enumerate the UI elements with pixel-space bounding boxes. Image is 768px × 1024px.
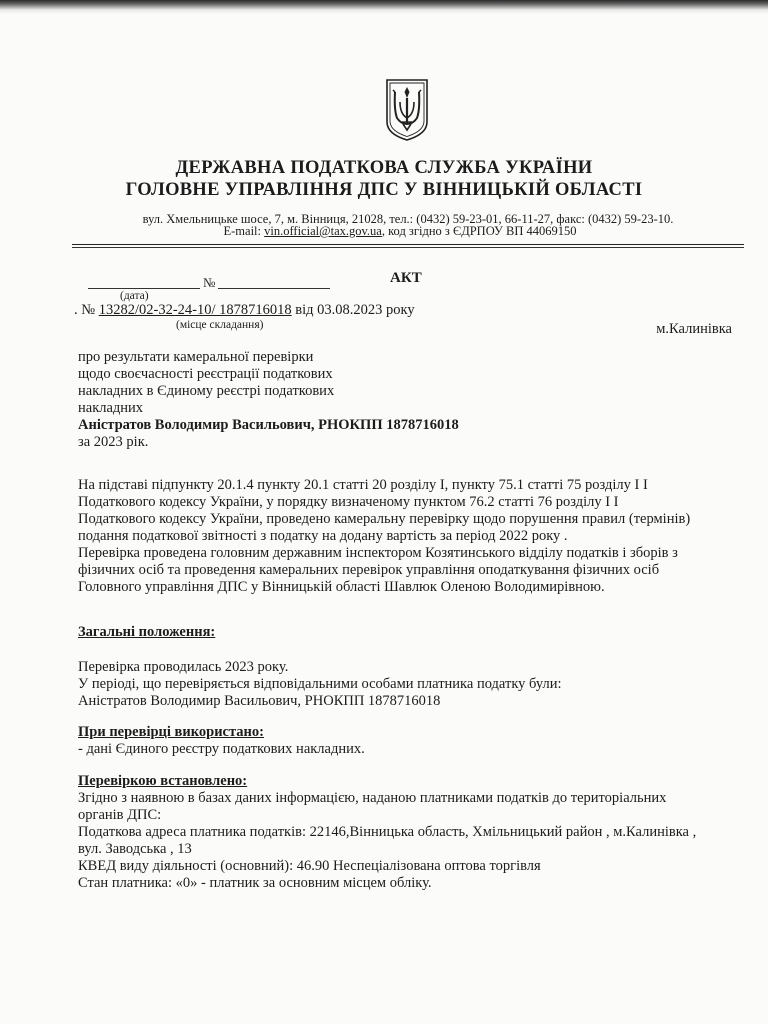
kved-line: КВЕД виду діяльності (основний): 46.90 Неспеціалізована оптова торгівля [78,858,541,874]
subject-line: накладних в Єдиному реєстрі податкових [78,383,335,399]
inspector-line: Перевірка проведена головним державним інспектором Козятинського відділу податків і зборів з [78,545,678,561]
subject-line: щодо своєчасності реєстрації податкових [78,366,333,382]
section-heading-established: Перевіркою встановлено: [78,773,248,789]
used-line: - дані Єдиного реєстру податкових накладних. [78,741,365,757]
place-caption: (місце складання) [176,319,264,331]
general-line: У періоді, що перевіряється відповідальними особами платника податку були: [78,676,562,692]
section-heading-general: Загальні положення: [78,624,216,640]
number-sign: № [203,275,216,290]
inspector-line: Головного управління ДПС у Вінницькій області Шавлюк Оленою Володимирівною. [78,579,605,595]
number-blank-line [218,288,330,289]
audit-period: за 2023 рік. [78,434,149,450]
general-line: Перевірка проводилась 2023 року. [78,659,289,675]
place-city: м.Калинівка [656,321,732,337]
organization-department: ГОЛОВНЕ УПРАВЛІННЯ ДПС У ВІННИЦЬКІЙ ОБЛАСТІ [125,180,643,200]
established-line: Згідно з наявною в базах даних інформацією, наданою платниками податків до територіальних [78,790,667,806]
date-blank-line [88,288,200,289]
tax-address-line: Податкова адреса платника податків: 22146,Вінницька область, Хмільницький район , м.Калинівка , [78,824,697,840]
email-link[interactable]: vin.official@tax.gov.ua [264,224,382,238]
header-divider-thin [72,247,744,248]
organization-name: ДЕРЖАВНА ПОДАТКОВА СЛУЖБА УКРАЇНИ [175,158,593,178]
intro-paragraph-line: подання податкової звітності з податку на додану вартість за період 2022 року . [78,528,568,544]
organization-address: вул. Хмельницьке шосе, 7, м. Вінниця, 21028, тел.: (0432) 59-23-01, 66-11-27, факс: (0432) 59-23-10. [142,212,674,226]
taxpayer-name: Аністратов Володимир Васильович, РНОКПП 1878716018 [78,417,459,433]
subject-line: про результати камеральної перевірки [78,349,314,365]
established-line: органів ДПС: [78,807,162,823]
intro-paragraph-line: Податкового кодексу України, проведено камеральну перевірку щодо порушення правил (термінів) [78,511,691,527]
act-number-line: . № 13282/02-32-24-10/ 1878716018 від 03.08.2023 року [74,302,415,318]
act-number: 13282/02-32-24-10/ 1878716018 [98,302,292,318]
date-caption: (дата) [120,290,149,302]
trident-emblem-icon [383,78,431,142]
act-date: від 03.08.2023 року [291,302,415,318]
scan-top-edge [0,0,768,14]
intro-paragraph-line: На підставі підпункту 20.1.4 пункту 20.1 статті 20 розділу І, пункту 75.1 статті 75 розділу І І [78,477,648,493]
inspector-line: фізичних осіб та проведення камеральних перевірок управління оподаткування фізичних осіб [78,562,660,578]
header-divider [72,244,744,245]
subject-line: накладних [78,400,144,416]
section-heading-used: При перевірці використано: [78,724,264,740]
organization-contacts: E-mail: vin.official@tax.gov.ua, код згідно з ЄДРПОУ ВП 44069150 [223,224,577,238]
responsible-person: Аністратов Володимир Васильович, РНОКПП 1878716018 [78,693,441,709]
tax-address-line: вул. Заводська , 13 [78,841,192,857]
payer-status-line: Стан платника: «0» - платник за основним місцем обліку. [78,875,432,891]
intro-paragraph-line: Податкового кодексу України, у порядку визначеному пунктом 76.2 статті 76 розділу І І [78,494,619,510]
document-title: АКТ [390,270,422,286]
